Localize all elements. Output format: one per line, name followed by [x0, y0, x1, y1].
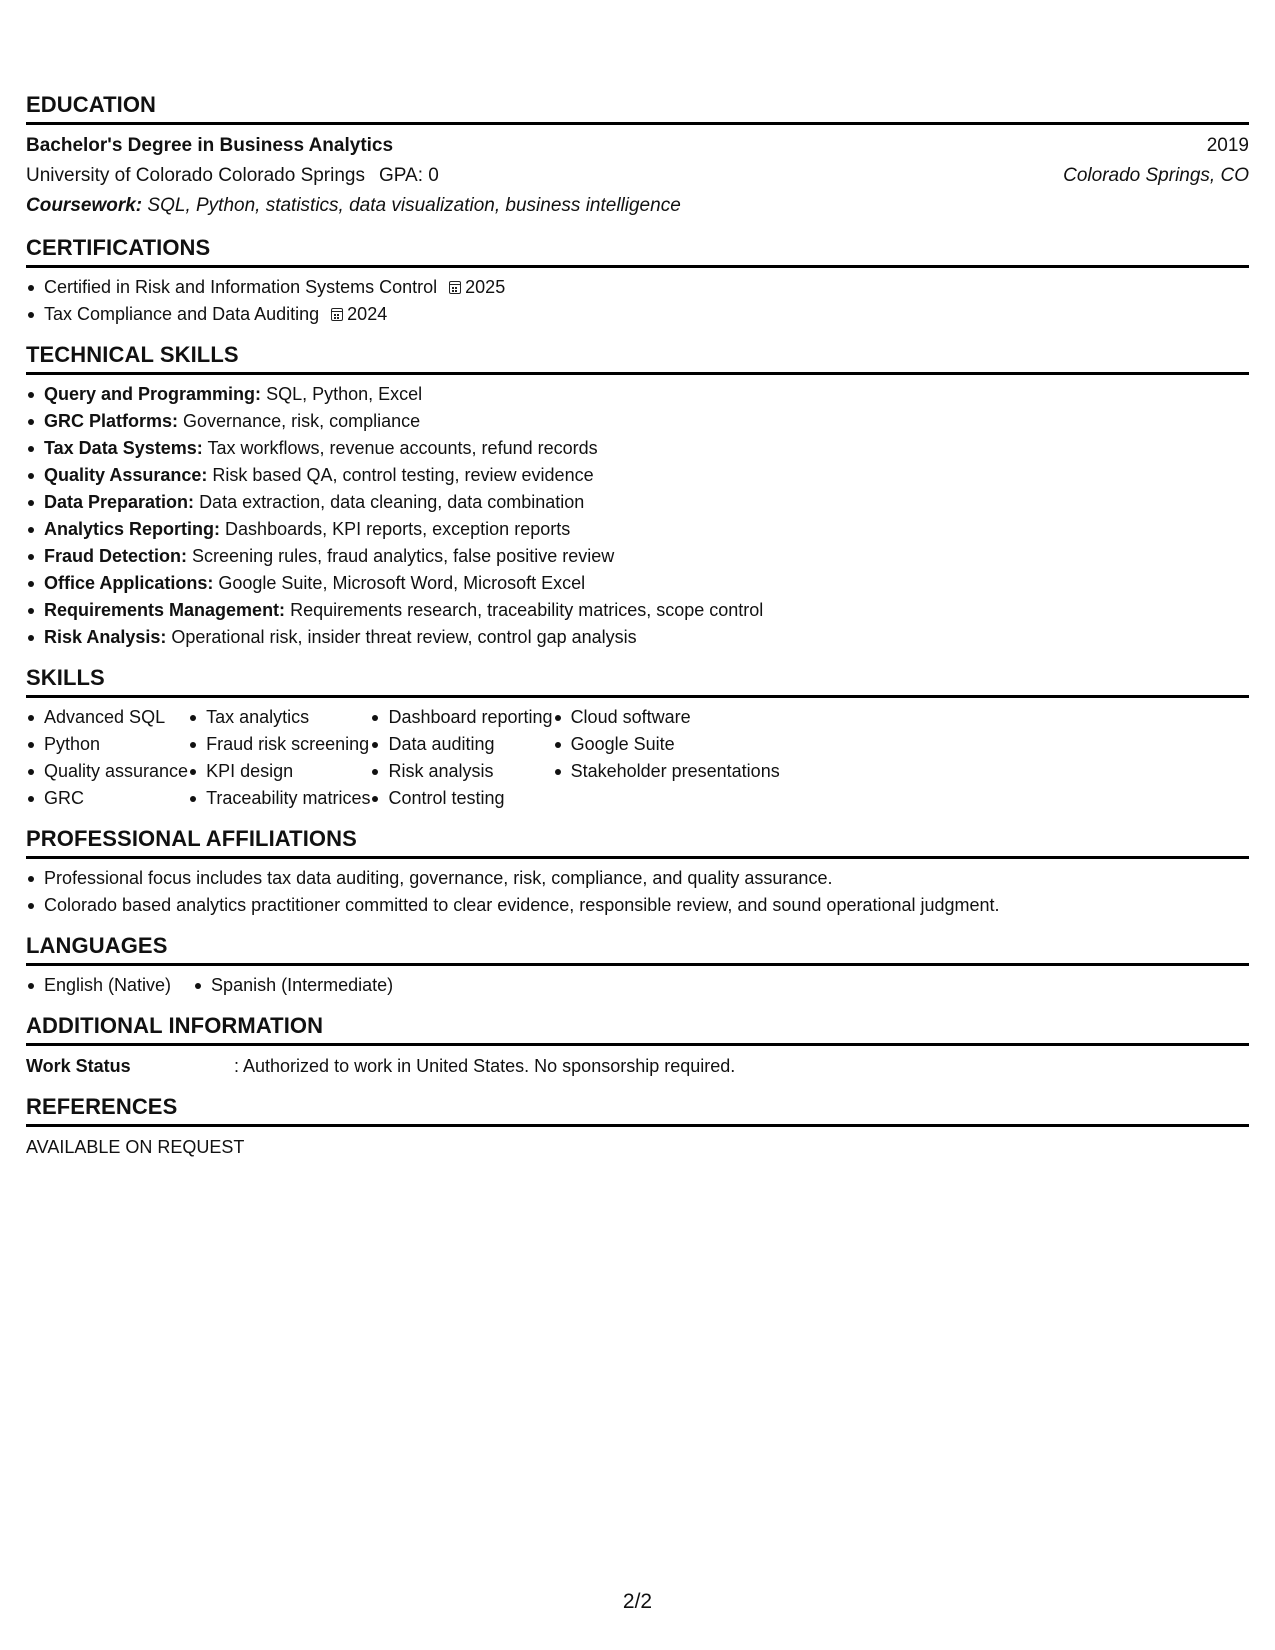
list-item: Colorado based analytics practitioner committed to clear evidence, responsible review, and sound operational judgment.: [44, 892, 1249, 919]
list-item: Spanish (Intermediate): [211, 972, 393, 999]
calendar-icon: [331, 308, 343, 321]
list-item: [44, 301, 1249, 328]
list-item: [44, 570, 1249, 597]
list-item: Dashboard reporting: [388, 704, 552, 731]
skill-category: Fraud Detection:: [44, 546, 188, 566]
work-status-value: : Authorized to work in United States. No sponsorship required.: [234, 1056, 736, 1076]
work-status-row: [26, 1052, 1249, 1080]
skills-column: [370, 704, 552, 812]
skill-category: Query and Programming:: [44, 384, 262, 404]
references-title: REFERENCES: [26, 1094, 1249, 1127]
affiliations-title: PROFESSIONAL AFFILIATIONS: [26, 826, 1249, 859]
additional-info-title: ADDITIONAL INFORMATION: [26, 1013, 1249, 1046]
skill-category: Office Applications:: [44, 573, 214, 593]
graduation-year: 2019: [1206, 135, 1249, 156]
list-item: GRC: [44, 785, 188, 812]
page-number: 2/2: [622, 1590, 653, 1613]
list-item: [44, 435, 1249, 462]
school-location: Colorado Springs, CO: [1063, 165, 1249, 186]
skill-values: SQL, Python, Excel: [266, 384, 423, 404]
list-item: Tax analytics: [206, 704, 370, 731]
skills-column: [26, 704, 188, 812]
languages-title: LANGUAGES: [26, 933, 1249, 966]
references-text: AVAILABLE ON REQUEST: [26, 1137, 245, 1157]
technical-skills-title: TECHNICAL SKILLS: [26, 342, 1249, 375]
skill-category: Analytics Reporting:: [44, 519, 221, 539]
languages-section: [26, 933, 1249, 999]
list-item: English (Native): [44, 972, 171, 999]
skill-values: Google Suite, Microsoft Word, Microsoft Excel: [218, 573, 586, 593]
list-item: Fraud risk screening: [206, 731, 370, 758]
list-item: Advanced SQL: [44, 704, 188, 731]
list-item: Cloud software: [571, 704, 780, 731]
skill-category: Quality Assurance:: [44, 465, 208, 485]
skill-category: Tax Data Systems:: [44, 438, 203, 458]
skills-grid: [26, 704, 1249, 812]
list-item: [44, 516, 1249, 543]
skill-values: Requirements research, traceability matrices, scope control: [290, 600, 764, 620]
list-item: Professional focus includes tax data auditing, governance, risk, compliance, and quality assurance.: [44, 865, 1249, 892]
skills-column: [553, 704, 780, 812]
certifications-list: [26, 274, 1249, 328]
skill-values: Data extraction, data cleaning, data combination: [199, 492, 585, 512]
education-school-row: [26, 161, 1249, 191]
skill-values: Tax workflows, revenue accounts, refund records: [207, 438, 598, 458]
certification-year: 2025: [465, 277, 506, 297]
skill-values: Governance, risk, compliance: [183, 411, 421, 431]
calendar-icon: [449, 281, 461, 294]
school-name: University of Colorado Colorado Springs: [26, 165, 365, 186]
resume-page: [26, 92, 1249, 1175]
technical-skills-list: [26, 381, 1249, 651]
coursework: [26, 191, 1249, 221]
degree-name: Bachelor's Degree in Business Analytics: [26, 135, 394, 156]
skills-section: [26, 665, 1249, 812]
affiliations-list: [26, 865, 1249, 919]
language-column: [193, 972, 393, 999]
list-item: Control testing: [388, 785, 552, 812]
certifications-title: CERTIFICATIONS: [26, 235, 1249, 268]
list-item: [44, 381, 1249, 408]
skill-category: Requirements Management:: [44, 600, 286, 620]
certification-name: Certified in Risk and Information Systems Control: [44, 277, 438, 297]
certification-year: 2024: [347, 304, 388, 324]
language-column: [26, 972, 171, 999]
list-item: Risk analysis: [388, 758, 552, 785]
certifications-section: [26, 235, 1249, 328]
languages-list: [26, 972, 1249, 999]
skills-title: SKILLS: [26, 665, 1249, 698]
list-item: Google Suite: [571, 731, 780, 758]
work-status-label: Work Status: [26, 1056, 131, 1076]
skills-column: [188, 704, 370, 812]
additional-info-section: [26, 1013, 1249, 1080]
skill-values: Screening rules, fraud analytics, false positive review: [192, 546, 615, 566]
education-degree-row: [26, 131, 1249, 161]
certification-name: Tax Compliance and Data Auditing: [44, 304, 320, 324]
list-item: Stakeholder presentations: [571, 758, 780, 785]
skill-values: Dashboards, KPI reports, exception reports: [225, 519, 571, 539]
list-item: [44, 624, 1249, 651]
list-item: Data auditing: [388, 731, 552, 758]
coursework-text: SQL, Python, statistics, data visualization, business intelligence: [147, 195, 681, 216]
skill-category: GRC Platforms:: [44, 411, 179, 431]
education-title: EDUCATION: [26, 92, 1249, 125]
list-item: [44, 597, 1249, 624]
skill-values: Risk based QA, control testing, review evidence: [212, 465, 594, 485]
education-section: [26, 92, 1249, 221]
list-item: KPI design: [206, 758, 370, 785]
list-item: Quality assurance: [44, 758, 188, 785]
technical-skills-section: [26, 342, 1249, 651]
skill-category: Risk Analysis:: [44, 627, 167, 647]
list-item: Python: [44, 731, 188, 758]
list-item: [44, 543, 1249, 570]
coursework-label: Coursework:: [26, 195, 143, 216]
references-section: [26, 1094, 1249, 1161]
list-item: [44, 489, 1249, 516]
list-item: [44, 274, 1249, 301]
list-item: [44, 408, 1249, 435]
affiliations-section: [26, 826, 1249, 919]
skill-values: Operational risk, insider threat review, control gap analysis: [171, 627, 637, 647]
gpa: GPA: 0: [379, 165, 439, 186]
list-item: [44, 462, 1249, 489]
list-item: Traceability matrices: [206, 785, 370, 812]
skill-category: Data Preparation:: [44, 492, 195, 512]
